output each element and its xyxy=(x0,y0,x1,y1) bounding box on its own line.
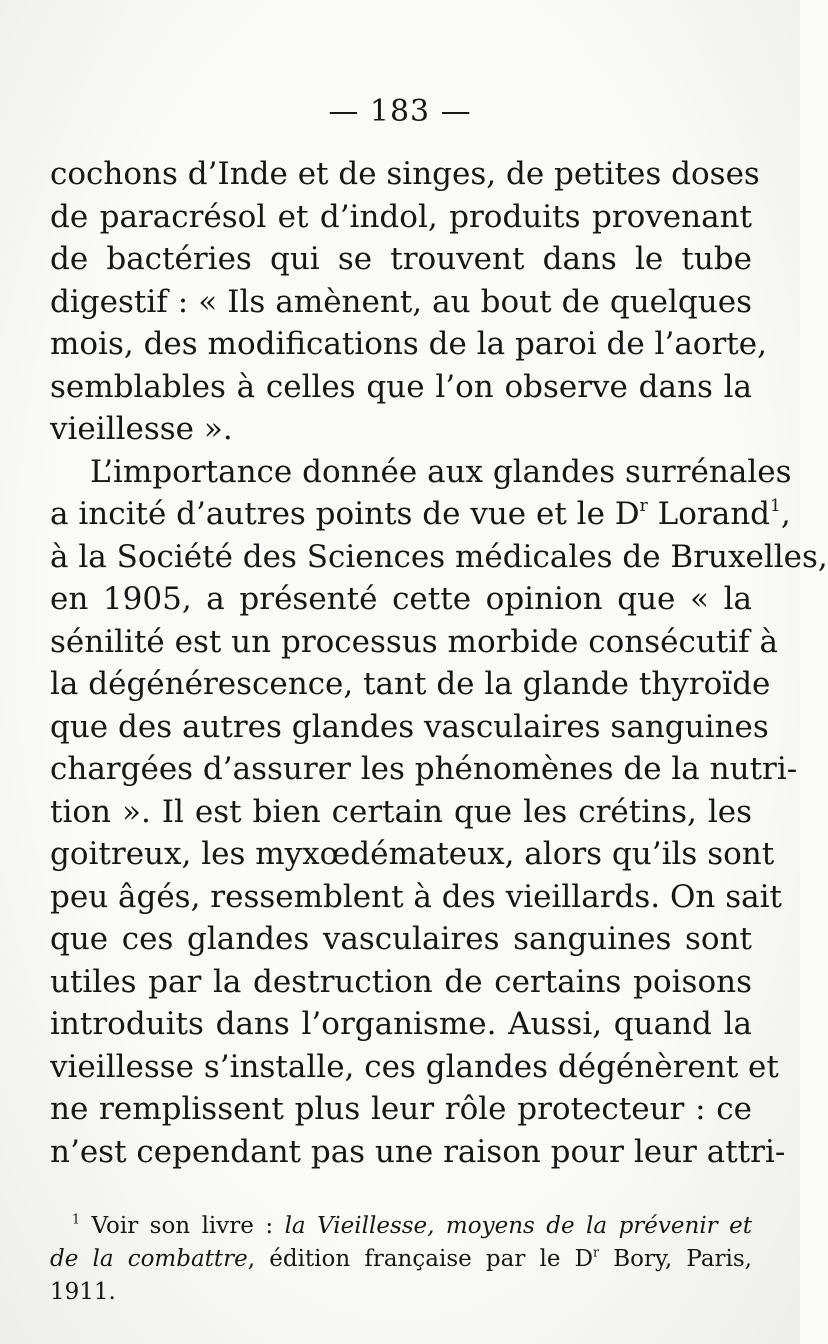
text-fragment: , édition française par le D xyxy=(247,1246,594,1272)
text-line: que des autres glandes vasculaires sanguines xyxy=(50,708,769,745)
body-text xyxy=(50,153,828,1173)
text-line: de bactéries qui se trouvent dans le tube xyxy=(50,241,752,277)
text-line-with-footnote-ref xyxy=(50,493,791,536)
footnote-line xyxy=(50,1243,752,1276)
text-line: n’est cependant pas une raison pour leur attri- xyxy=(50,1133,786,1170)
text-line: semblables à celles que l’on observe dans la xyxy=(50,368,752,405)
text-line: tion ». Il est bien certain que les crétins, les xyxy=(50,793,752,830)
book-title: la Vieillesse, moyens de la prévenir et xyxy=(284,1213,752,1239)
footnote-line xyxy=(50,1210,752,1243)
footnote-marker: 1 xyxy=(72,1211,81,1227)
text-line: mois, des modifications de la paroi de l’aorte, xyxy=(50,326,767,362)
paragraph-start-line: L’importance donnée aux glandes surrénales xyxy=(90,453,792,490)
text-fragment: Lorand xyxy=(647,496,771,532)
text-line: en 1905, a présenté cette opinion que « la xyxy=(50,581,752,617)
text-line: à la Société des Sciences médicales de Bruxelles, xyxy=(50,538,828,575)
text-line: introduits dans l’organisme. Aussi, quand la xyxy=(50,1006,752,1042)
text-fragment: Bory, Paris, xyxy=(599,1246,752,1272)
text-line: de paracrésol et d’indol, produits provenant xyxy=(50,198,752,235)
title-abbrev-superscript: r xyxy=(639,496,648,517)
footnote-reference: 1 xyxy=(770,496,781,517)
text-line: goitreux, les myxœdémateux, alors qu’ils sont xyxy=(50,836,775,872)
title-abbrev-superscript: r xyxy=(593,1244,600,1260)
text-fragment: , xyxy=(780,496,791,532)
paragraph-end-line: vieillesse ». xyxy=(50,411,233,447)
text-line: cochons d’Inde et de singes, de petites doses xyxy=(50,156,760,192)
text-line: chargées d’assurer les phénomènes de la nutri- xyxy=(50,751,798,787)
footnote-line: 1911. xyxy=(50,1279,116,1305)
text-fragment: Voir son livre : xyxy=(80,1213,285,1239)
text-fragment: a incité d’autres points de vue et le D xyxy=(50,496,640,532)
text-line: la dégénérescence, tant de la glande thyroïde xyxy=(50,666,771,702)
page-number: — 183 — xyxy=(328,94,472,129)
book-title-cont: de la combattre xyxy=(50,1246,248,1272)
text-line: ne remplissent plus leur rôle protecteur : ce xyxy=(50,1091,752,1127)
footnote xyxy=(50,1210,752,1309)
text-line: sénilité est un processus morbide consécutif à xyxy=(50,623,778,660)
text-line: peu âgés, ressemblent à des vieillards. On sait xyxy=(50,878,782,915)
text-line: utiles par la destruction de certains poisons xyxy=(50,963,752,1000)
text-line: digestif : « Ils amènent, au bout de quelques xyxy=(50,283,752,320)
text-line: vieillesse s’installe, ces glandes dégénèrent et xyxy=(50,1048,779,1085)
text-line: que ces glandes vasculaires sanguines sont xyxy=(50,921,752,957)
